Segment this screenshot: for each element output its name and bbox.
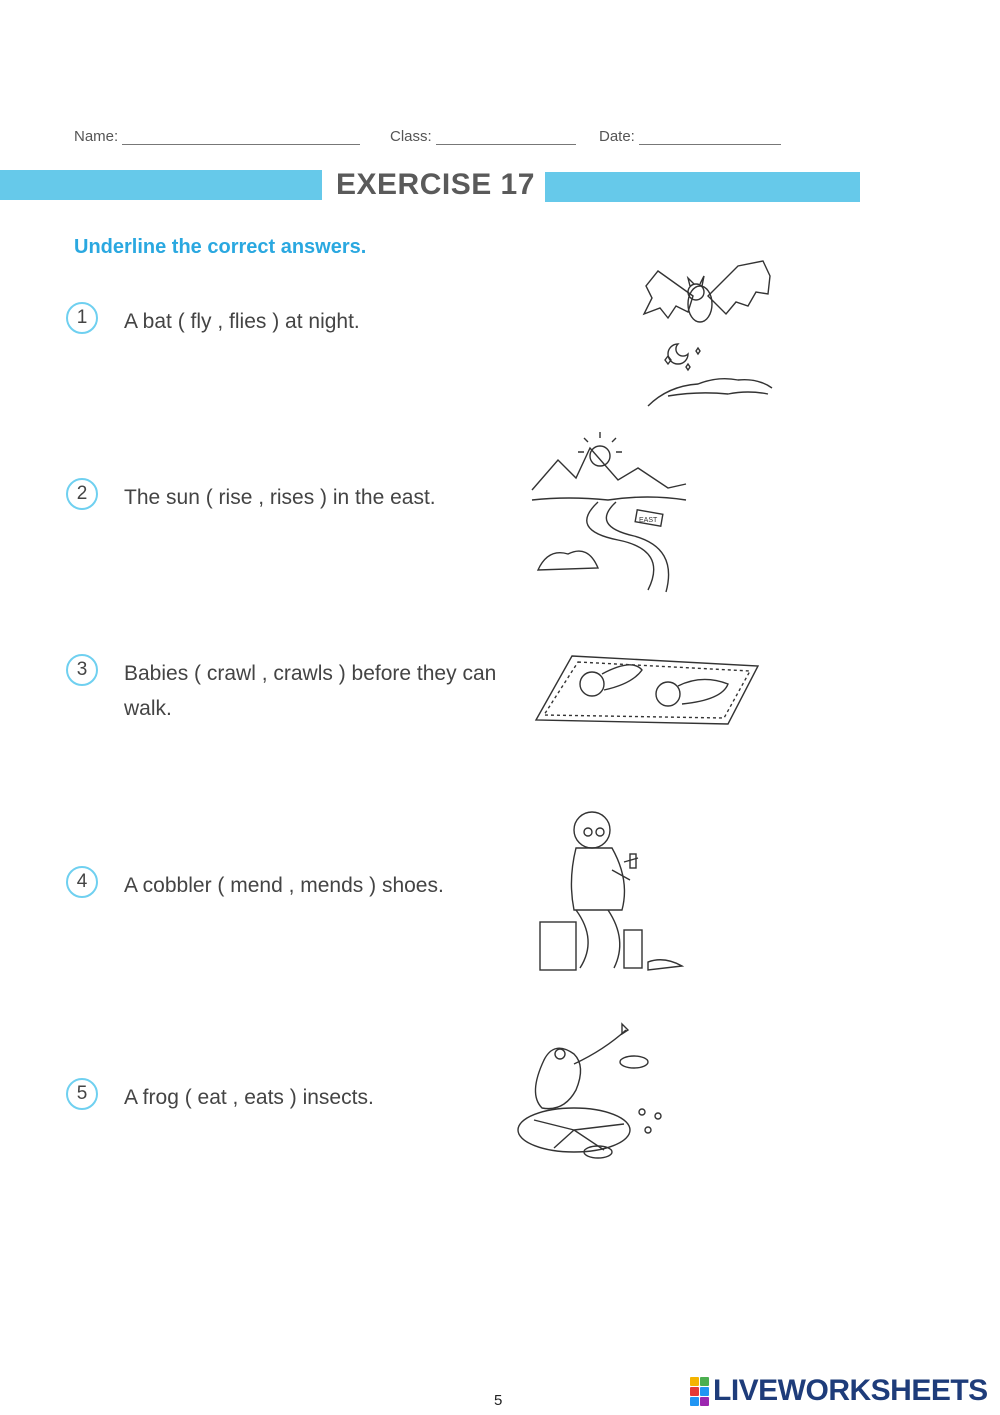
- name-blank-line[interactable]: [122, 132, 360, 145]
- question-number-badge: 3: [66, 654, 98, 686]
- class-blank-line[interactable]: [436, 132, 576, 145]
- question-number-badge: 4: [66, 866, 98, 898]
- name-field[interactable]: [74, 128, 360, 145]
- liveworksheets-logo[interactable]: [690, 1374, 988, 1408]
- question-text[interactable]: A bat ( fly , flies ) at night.: [124, 310, 360, 333]
- cobbler-illustration: [538, 800, 688, 980]
- instruction-text: Underline the correct answers.: [74, 236, 367, 258]
- exercise-title: EXERCISE 17: [336, 168, 535, 201]
- page-number: 5: [494, 1392, 503, 1409]
- date-blank-line[interactable]: [639, 132, 781, 145]
- date-field[interactable]: [599, 128, 781, 145]
- title-banner-right: [545, 172, 860, 202]
- title-banner-left: [0, 170, 322, 200]
- question-number-badge: 5: [66, 1078, 98, 1110]
- question-number-badge: 2: [66, 478, 98, 510]
- east-sign-text: EAST: [639, 517, 658, 524]
- name-label: Name:: [74, 128, 119, 145]
- class-label: Class:: [390, 128, 432, 145]
- question-number-badge: 1: [66, 302, 98, 334]
- class-field[interactable]: [390, 128, 576, 145]
- bat-illustration: [638, 256, 778, 408]
- sunrise-illustration: [528, 430, 690, 595]
- logo-icon: [690, 1377, 709, 1406]
- question-text[interactable]: A frog ( eat , eats ) insects.: [124, 1086, 374, 1109]
- question-text[interactable]: A cobbler ( mend , mends ) shoes.: [124, 874, 444, 897]
- student-info-fields: [74, 128, 794, 152]
- question-text[interactable]: Babies ( crawl , crawls ) before they can walk.: [124, 662, 497, 720]
- babies-illustration: [532, 644, 760, 728]
- question-text[interactable]: The sun ( rise , rises ) in the east.: [124, 486, 436, 509]
- logo-text: LIVEWORKSHEETS: [713, 1374, 988, 1407]
- frog-illustration: [514, 1020, 674, 1168]
- date-label: Date:: [599, 128, 635, 145]
